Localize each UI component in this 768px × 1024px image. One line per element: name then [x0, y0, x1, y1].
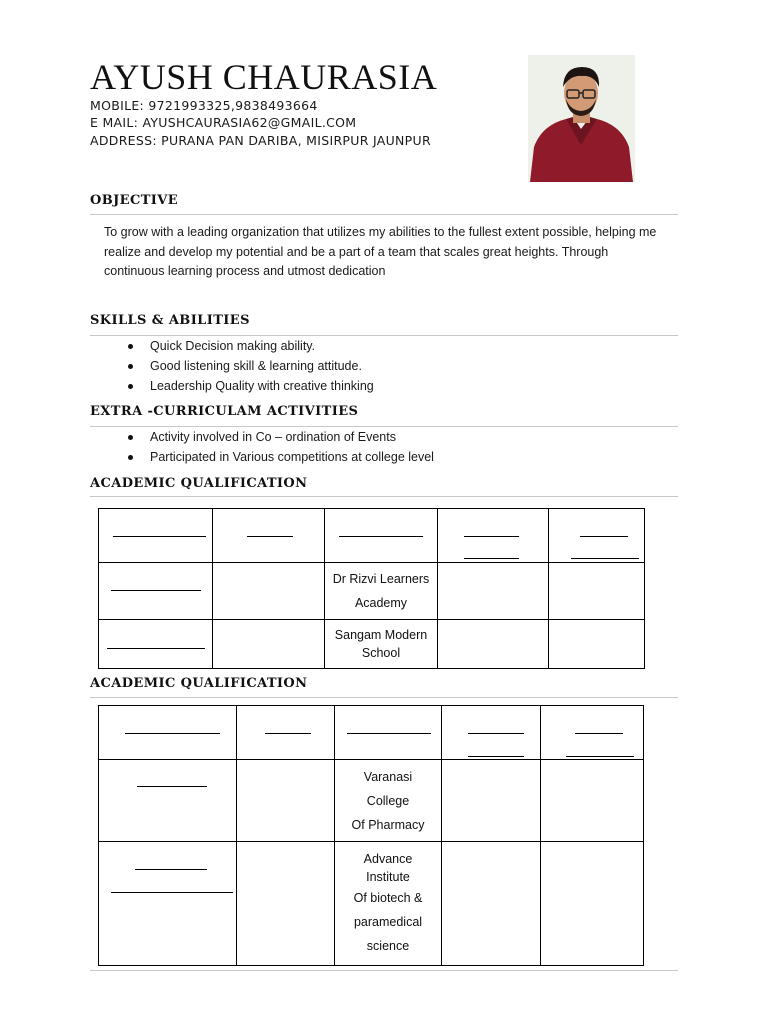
objective-line: To grow with a leading organization that utilizes my abilities to the fullest extent possible, helping me: [104, 225, 657, 239]
school-cell: Varanasi College Of Pharmacy: [335, 760, 442, 842]
mobile-line: MOBILE: 9721993325,9838493664: [90, 98, 318, 113]
bullet-icon: [128, 364, 133, 369]
table-row: [99, 842, 644, 966]
bullet-icon: [128, 435, 133, 440]
list-item: Quick Decision making ability.: [128, 336, 374, 356]
list-item: Participated in Various competitions at college level: [128, 447, 434, 467]
objective-divider: [90, 214, 678, 215]
objective-line: realize and develop my potential and be a part of a team that scales great heights. Through: [104, 244, 609, 259]
bullet-icon: [128, 455, 133, 460]
extra-curricular-heading: EXTRA -CURRICULAM ACTIVITIES: [90, 404, 359, 419]
table-row: [99, 760, 644, 842]
bullet-icon: [128, 344, 133, 349]
list-item: Activity involved in Co – ordination of Events: [128, 427, 434, 447]
school-cell: Sangam Modern School: [325, 620, 438, 669]
email-line: E MAIL: AYUSHCAURASIA62@GMAIL.COM: [90, 115, 357, 130]
bullet-icon: [128, 384, 133, 389]
profile-photo: [528, 55, 635, 182]
list-item: Leadership Quality with creative thinking: [128, 376, 374, 396]
address-line: ADDRESS: PURANA PAN DARIBA, MISIRPUR JAUNPUR: [90, 133, 431, 148]
candidate-name: AYUSH CHAURASIA: [90, 57, 438, 97]
table-row: [99, 563, 645, 620]
academic-table-1: [98, 508, 645, 669]
academic-table-2: [98, 705, 644, 966]
table-row: [99, 706, 644, 760]
extra-curricular-list: [128, 427, 434, 467]
academic-heading-2: ACADEMIC QUALIFICATION: [90, 676, 308, 691]
school-cell: Dr Rizvi Learners Academy: [325, 563, 438, 620]
objective-heading: OBJECTIVE: [90, 193, 179, 208]
skills-heading: SKILLS & ABILITIES: [90, 313, 250, 328]
table-row: [99, 509, 645, 563]
school-cell: Advance Institute Of biotech & paramedical science: [335, 842, 442, 966]
footer-divider: [90, 970, 678, 971]
table-row: [99, 620, 645, 669]
academic-divider-2: [90, 697, 678, 698]
academic-divider-1: [90, 496, 678, 497]
skills-list: [128, 336, 374, 396]
list-item: Good listening skill & learning attitude.: [128, 356, 374, 376]
objective-line: continuous learning process and utmost dedication: [104, 264, 386, 278]
academic-heading-1: ACADEMIC QUALIFICATION: [90, 476, 308, 491]
objective-paragraph: [104, 223, 684, 282]
